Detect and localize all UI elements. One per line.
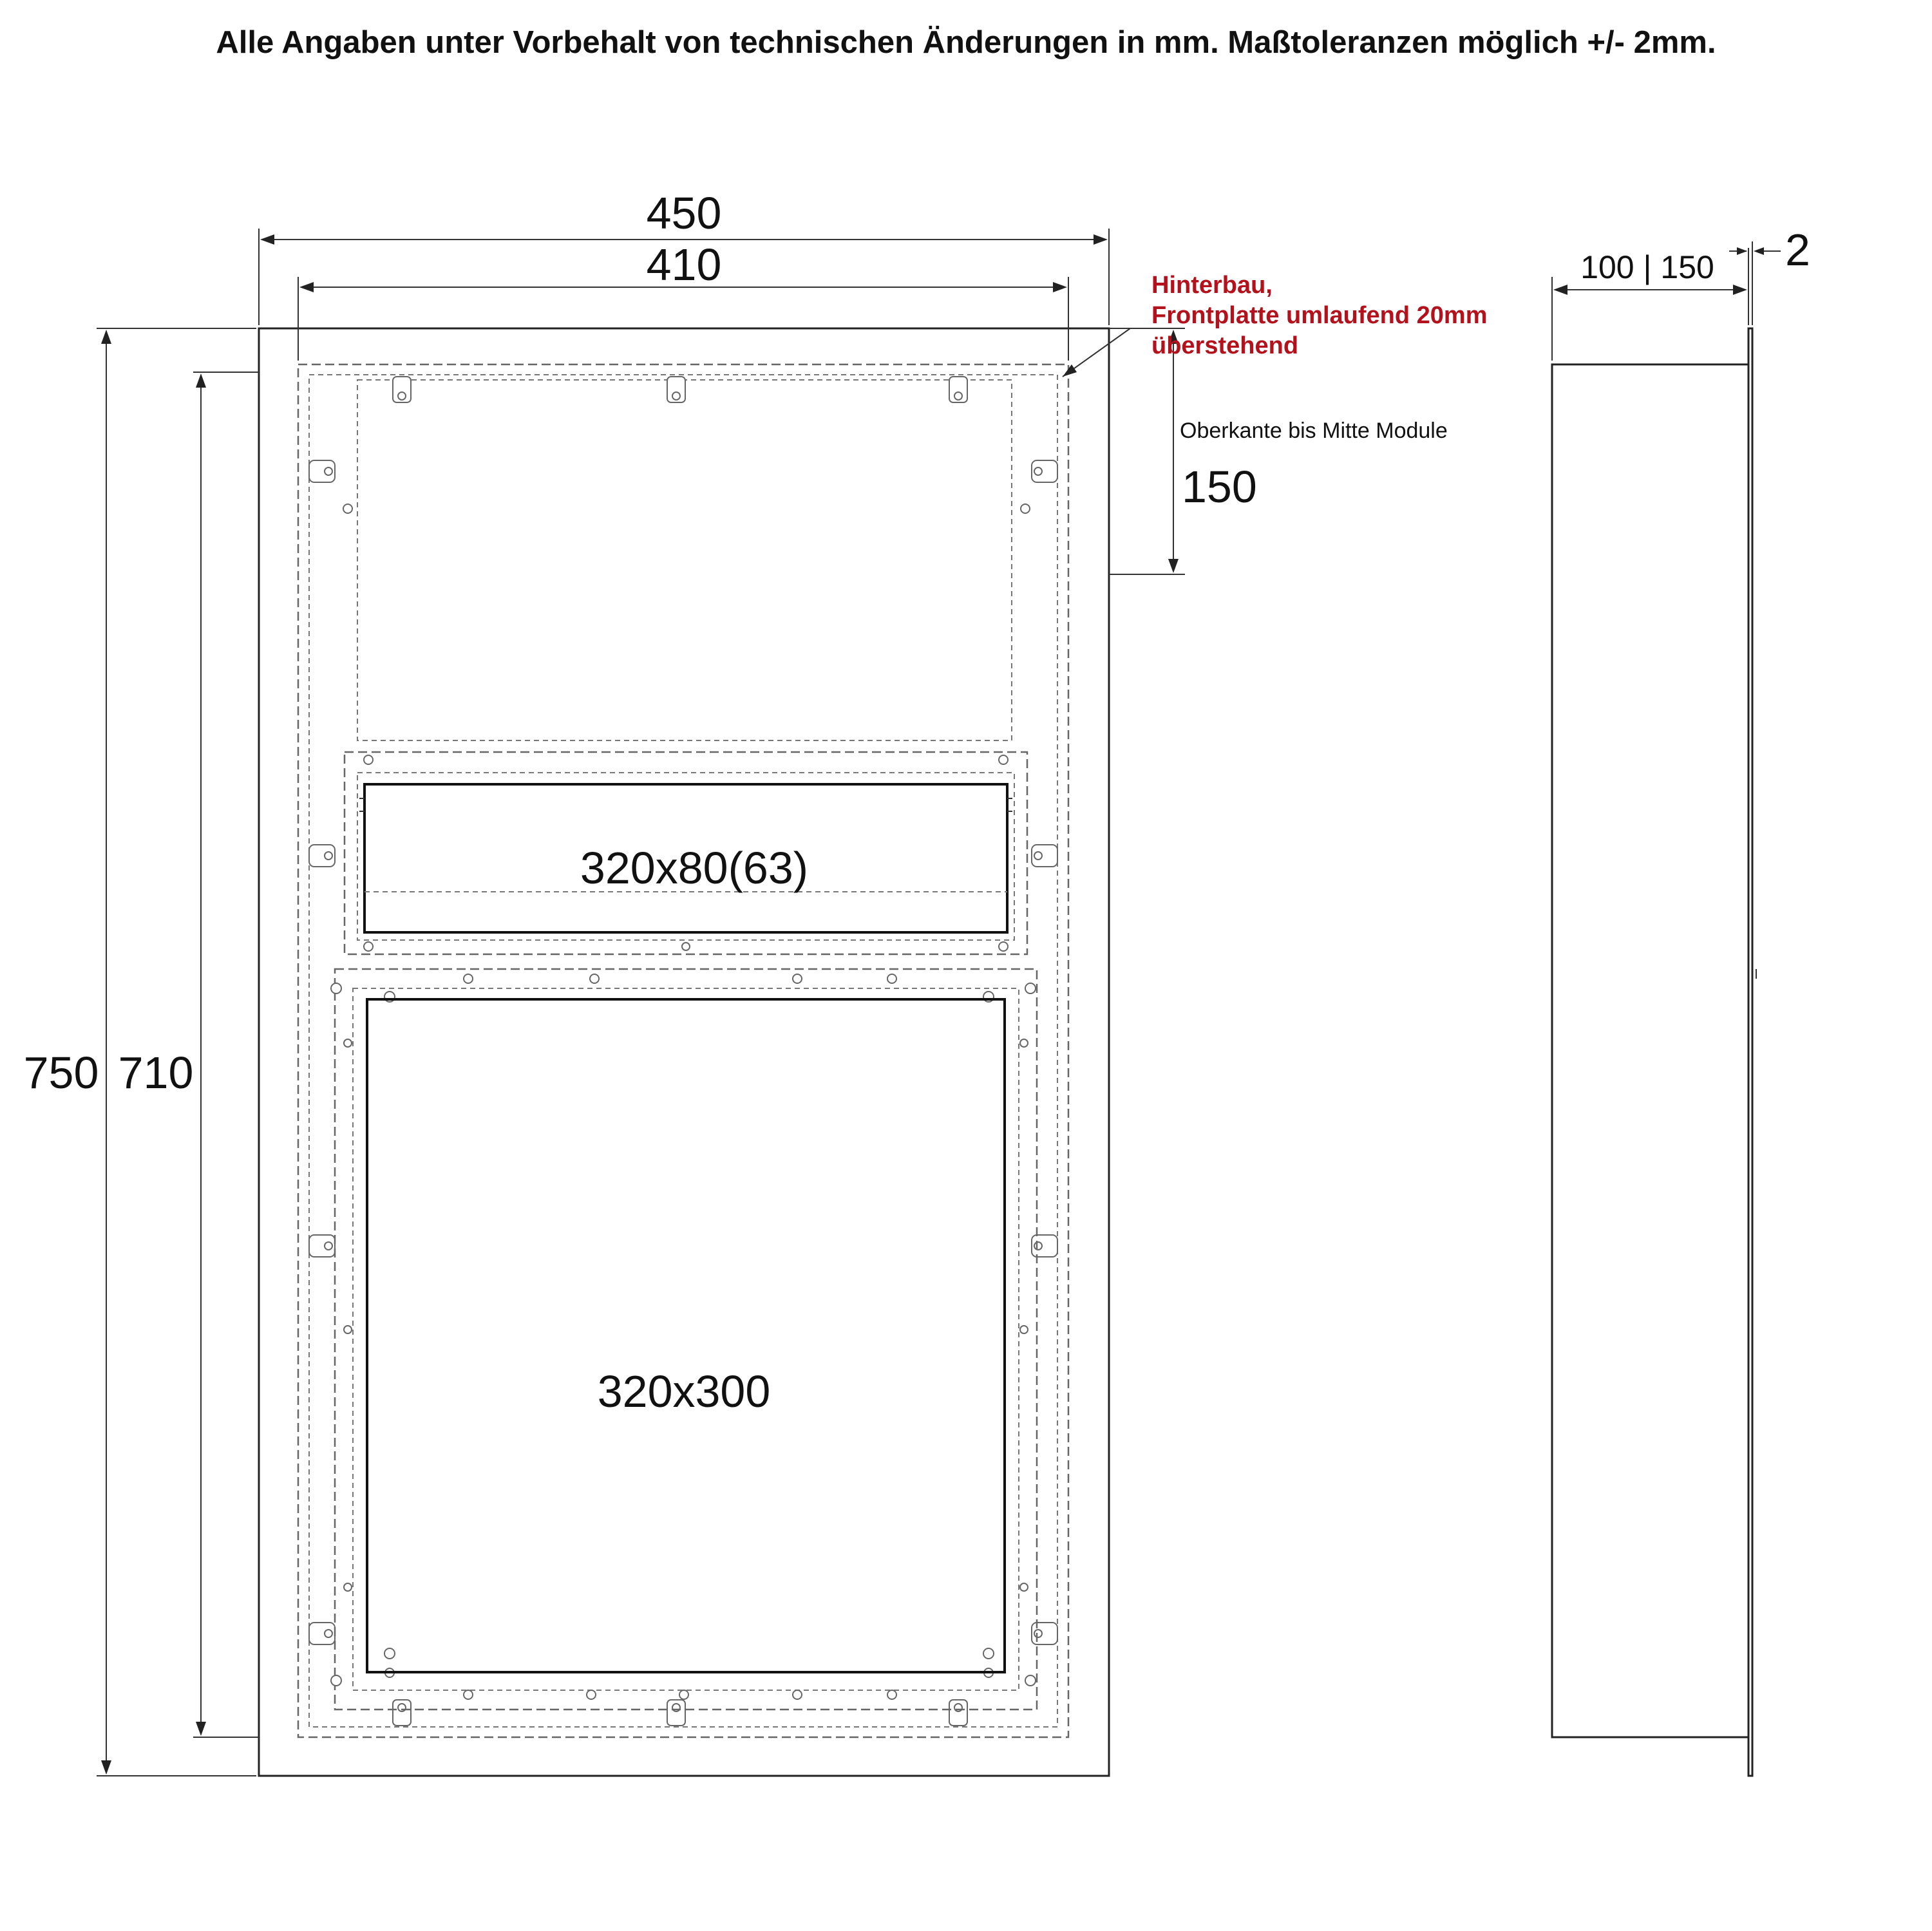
offset-label: Oberkante bis Mitte Module [1180,419,1448,443]
door-frame-screws [331,974,1036,1699]
note-line-2: Frontplatte umlaufend 20mm [1151,302,1488,329]
door-module-frame [335,969,1037,1710]
disclaimer-text: Alle Angaben unter Vorbehalt von technischen Änderungen in mm. Maßtoleranzen möglich +/- 2mm. [216,25,1716,60]
door-opening [367,999,1005,1672]
side-view [1552,225,1810,1776]
side-housing [1552,364,1748,1737]
mail-slot-label: 320x80(63) [580,843,809,893]
dimension-150 [1109,328,1448,574]
door-module-bracket [353,988,1019,1690]
side-screw-tabs [309,460,1057,1644]
door-label: 320x300 [597,1366,771,1417]
front-view [259,328,1109,1776]
housing-dashed-outline [298,364,1068,1737]
dimension-750-label: 750 [23,1048,99,1098]
housing-dashed-inner [309,375,1057,1727]
dimension-450-label: 450 [646,188,722,238]
dimension-710 [118,372,259,1737]
dimension-410 [298,240,1068,361]
offset-value: 150 [1182,462,1257,512]
note-line-1: Hinterbau, [1151,272,1273,299]
dimension-410-label: 410 [646,240,722,290]
dimension-710-label: 710 [118,1048,194,1098]
upper-module-area [357,380,1012,740]
depth-label: 100 | 150 [1580,249,1714,285]
bottom-screw-tabs [393,1700,967,1726]
front-plate-outline [259,328,1109,1776]
side-front-plate [1748,328,1752,1776]
plate-thickness-label: 2 [1785,225,1810,275]
note-line-3: überstehend [1151,332,1299,359]
